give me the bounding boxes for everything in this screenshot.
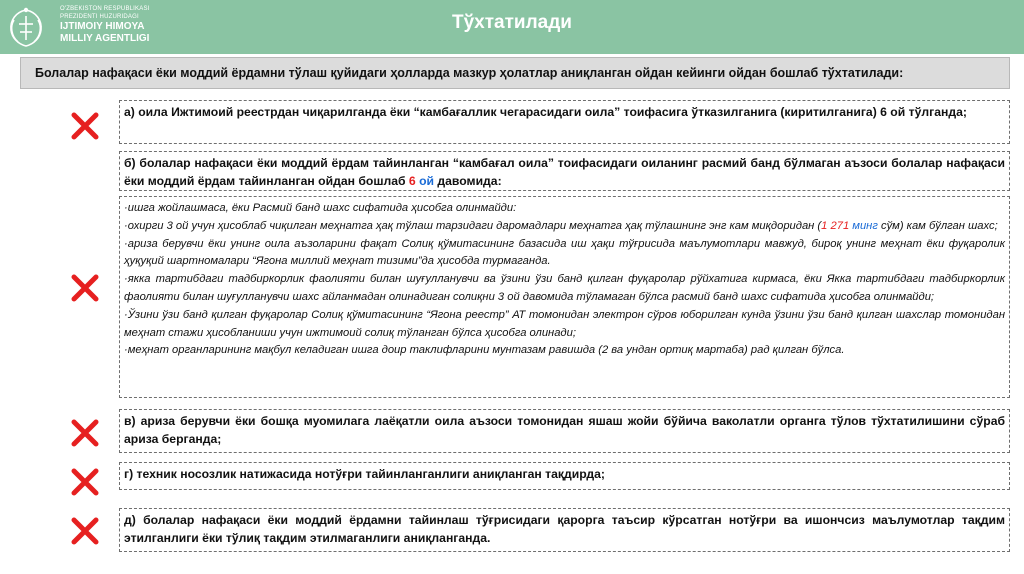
condition-b [119,151,1010,191]
intro-statement: Болалар нафақаси ёки моддий ёрдамни тўлаш қуйидаги ҳолларда мазкур ҳолатлар аниқланган ойдан кейинги ойдан бошлаб тўхтатилади: [20,57,1010,89]
detail-item-text: сўм) кам бўлган шахс; [880,219,998,232]
red-cross-icon [70,516,100,546]
condition-g: г) техник носозлик натижасида нотўғри тайинланганлиги аниқланган тақдирда; [119,462,1010,490]
detail-item-text: ·охирги 3 ой учун ҳисоблаб чиқилган меҳнатга ҳақ тўлаш тарзидаги даромадлари меҳнатга ҳақ тўлашнинг энг кам миқдоридан ( [124,219,822,232]
org-line-4: MILLIY AGENTLIGI [60,33,150,44]
detail-item: ·меҳнат органларининг мақбул келадиган ишга доир таклифларини мунтазам равишда (2 ва ундан ортиқ мартаба) рад қилган бўлса. [124,344,845,357]
min-wage-unit: минг [852,219,878,232]
org-line-1: O'ZBEKISTON RESPUBLIKASI [60,6,150,12]
min-wage-amount: 1 271 [821,219,850,232]
condition-v: в) ариза берувчи ёки бошқа муомилага лаёқатли оила аъзоси томонидан яшаш жойи бўйича ваколатли органга тўлов тўхтатилишини сўраб ариза берганда; [119,409,1010,453]
condition-d: д) болалар нафақаси ёки моддий ёрдамни тайинлаш тўғрисидаги қарорга таъсир кўрсатган нотўғри ва ишончсиз маълумотлар тақдим этилганлиги ёки тўлиқ тақдим этилмаганлиги аниқланганда. [119,508,1010,552]
detail-item [124,218,1005,236]
detail-item: ·ишга жойлашмаса, ёки Расмий банд шахс сифатида ҳисобга олинмайди: [124,202,517,214]
condition-b-months: 6 [408,173,416,188]
org-line-2: PREZIDENTI HUZURIDAGI [60,14,139,20]
red-cross-icon [70,111,100,141]
org-line-3: IJTIMOIY HIMOYA [60,21,145,32]
red-cross-icon [70,467,100,497]
condition-a: а) оила Ижтимоий реестрдан чиқарилганда ёки “камбағаллик чегарасидаги оила” тоифасига ўтказилганига (киритилганига) 6 ой тўлганда; [119,100,1010,144]
header-bar [0,0,1024,54]
red-cross-icon [70,418,100,448]
detail-item: ·якка тартибдаги тадбиркорлик фаолияти билан шуғулланувчи ва ўзини ўзи банд қилган фуқаролар рўйхатига кирмаса, ёки Якка тартибдаги тадбиркорлик фаолияти билан шуғулланувчи шахс айланмадан олинадиган солиқни 3 ой давомида тўламаган бўлса расмий банд шахс сифатида ҳисобга олинмайди; [124,273,1005,303]
red-cross-icon [70,273,100,303]
condition-b-unit: ой [419,173,435,188]
page-title: Тўхтатилади [452,12,572,33]
detail-item: ·Ўзини ўзи банд қилган фуқаролар Солиқ қўмитасининг “Ягона реестр” АТ томонидан электрон сўров юборилган кунда ўзини ўзи банд қилган шахслар томонидан меҳнат стажи ҳисобланиши учун ижтимоий солиқ тўланган бўлса ҳисобга олинади; [124,308,1005,339]
condition-b-suffix: давомида: [437,173,502,188]
detail-item: ·ариза берувчи ёки унинг оила аъзоларини фақат Солиқ қўмитасининг базасида иш ҳақи тўғрисида маълумотлари мавжуд, бироқ унинг меҳнат ёки фуқаролик ҳуқуқий шартномалари “Ягона миллий меҳнат тизими”да ҳисобда турмаганда. [124,237,1005,268]
condition-b-details [119,196,1010,398]
condition-b-text: б) болалар нафақаси ёки моддий ёрдам тайинланган “камбағал оила” тоифасидаги оиланинг расмий банд бўлмаган аъзоси болалар нафақаси ёки моддий ёрдам тайинланган ойдан бошлаб [124,156,1005,188]
